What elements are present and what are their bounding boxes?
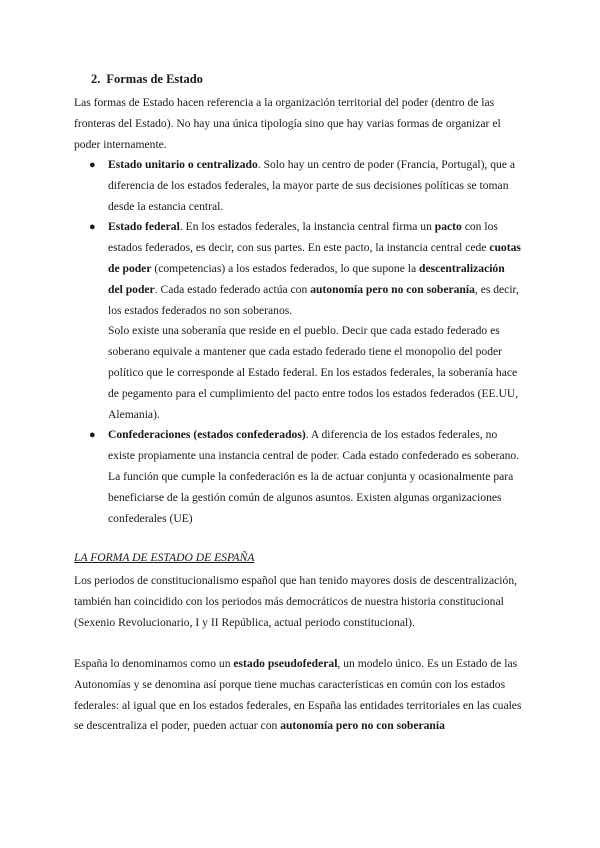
section-number: 2. (91, 72, 101, 86)
text-federal-2: con los estados federados, es decir, con sus partes. En este pacto, la instancia central cede (108, 220, 498, 255)
text-federal-1: . En los estados federales, la instancia central firma un (179, 220, 435, 234)
federal-soberania-paragraph: Solo existe una soberanía que reside en el pueblo. Decir que cada estado federado es soberano equivale a mantener que cada estado federado tiene el monopolio del poder político que le corresponde al Estado federal. En los estados federales, la soberanía hace de pegamento para el cumplimiento del pacto entre todos los estados federados (EE.UU, Alemania). (108, 324, 519, 421)
bold-pseudofederal: estado pseudofederal (233, 657, 338, 670)
term-federal: Estado federal (108, 220, 180, 234)
bold-autonomia-espana: autonomía pero no con soberanía (280, 719, 445, 733)
bold-pacto: pacto (434, 220, 462, 234)
term-unitario: Estado unitario o centralizado (108, 158, 258, 171)
text-confederaciones: . A diferencia de los estados federales, no existe propiamente una instancia central de poder. Cada estado confederado es soberano. La función que cumple la confederación es la de actuar conjunta y ocasionalmente para beneficiarse de la gestión común de algunos asuntos. Existen algunas organizaciones confederales (UE) (108, 428, 520, 525)
bullet-icon: ● (89, 221, 96, 234)
bullet-icon: ● (89, 159, 96, 171)
section-heading (91, 72, 203, 87)
text-unitario: . Solo hay un centro de poder (Francia, Portugal), que a diferencia de los estados federales, la mayor parte de sus decisiones políticas se toman desde la estancia central. (108, 158, 516, 213)
espana-text-2: , un modelo único. Es un Estado de las Autonomías y se denomina así porque tiene muchas características en común con los estados federales: al igual que en los estados federales, en España las entidades territoriales en las cuales se descentraliza el poder, pueden actuar con (74, 657, 522, 733)
text-federal-3: (competencias) a los estados federados, lo que supone la (151, 261, 420, 275)
list-item-confederaciones (89, 425, 522, 529)
espana-section-title: LA FORMA DE ESTADO DE ESPAÑA (74, 551, 255, 564)
section-title: Formas de Estado (106, 72, 203, 86)
text-federal-4: . Cada estado federado actúa con (154, 282, 311, 296)
espana-text-1: España lo denominamos como un (74, 657, 234, 670)
list-item-federal (89, 217, 522, 425)
espana-paragraph-1: Los periodos de constitucionalismo español que han tenido mayores dosis de descentralización, también han coincidido con los periodos más democráticos de nuestra historia constitucional (Sexenio Revolucionario, I y II República, actual periodo constitucional). (74, 574, 518, 629)
bold-descentralizacion: descentralización del poder (108, 261, 505, 296)
intro-paragraph: Las formas de Estado hacen referencia a la organización territorial del poder (dentro de las fronteras del Estado). No hay una única tipología sino que hay varias formas de organizar el poder internamente. (74, 96, 501, 151)
bullet-icon: ● (89, 429, 96, 442)
list-item-unitario (89, 155, 522, 217)
text-federal-5: , es decir, los estados federados no son soberanos. (108, 282, 519, 317)
bold-cuotas: cuotas de poder (108, 241, 521, 275)
espana-paragraph-2 (74, 654, 524, 737)
term-confederaciones: Confederaciones (estados confederados) (108, 428, 306, 442)
bold-autonomia: autonomía pero no con soberanía (310, 282, 475, 296)
forms-list (89, 155, 522, 529)
